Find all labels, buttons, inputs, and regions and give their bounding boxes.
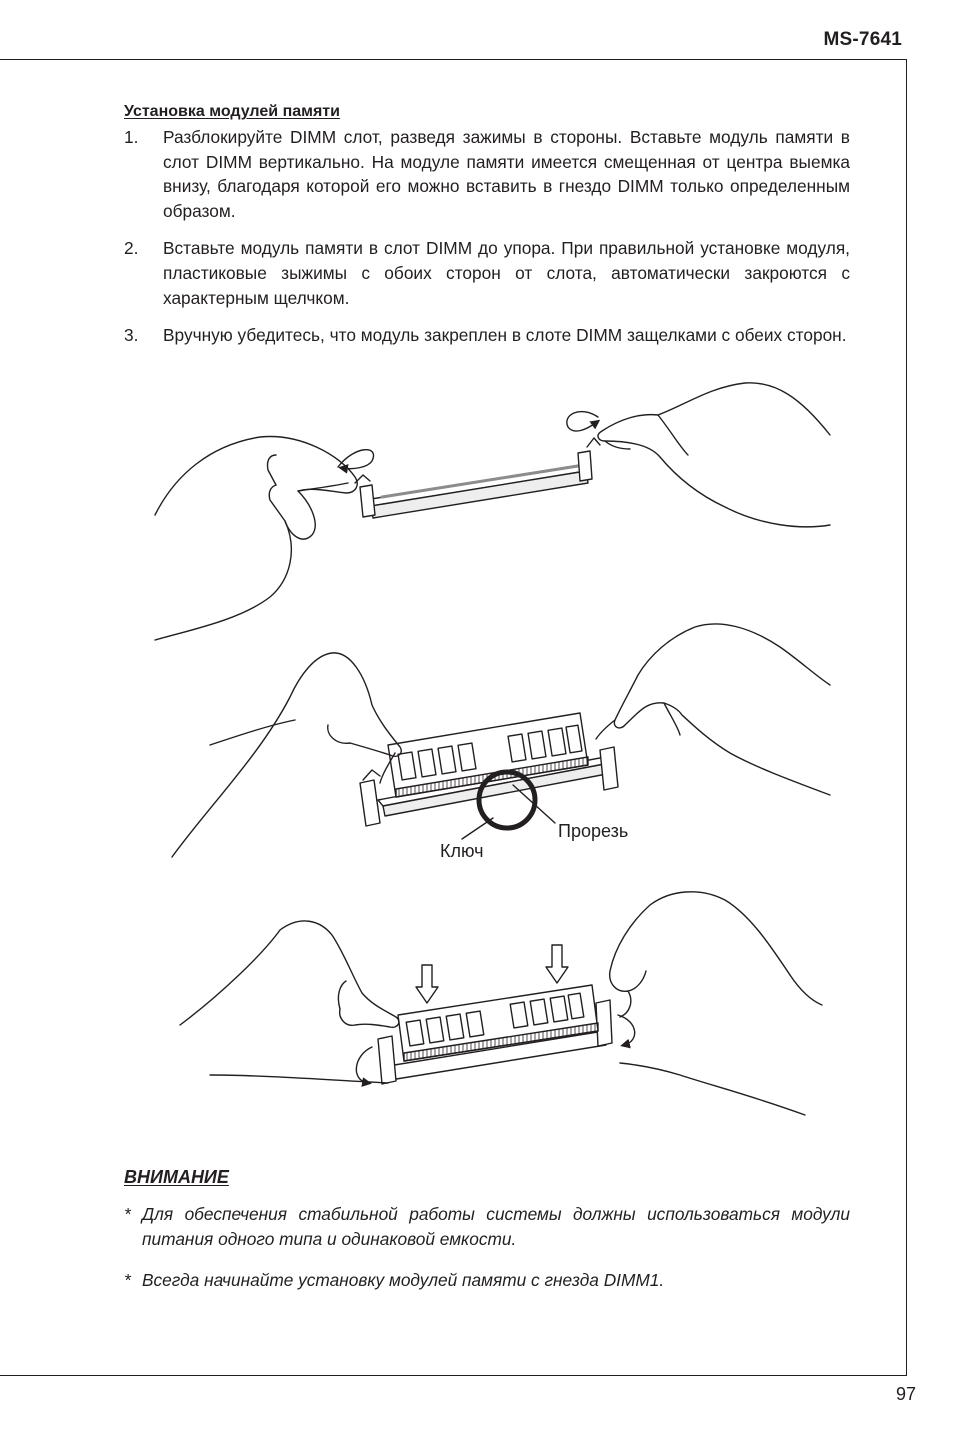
note-marker: * bbox=[124, 1270, 131, 1290]
step-item bbox=[124, 125, 850, 223]
rotate-arrow-right-icon bbox=[567, 412, 598, 431]
latch-close-arrow-right-icon bbox=[618, 1015, 635, 1045]
note-text: Для обеспечения стабильной работы системы должны использоваться модули питания одного типа и одинаковой емкости. bbox=[142, 1204, 850, 1249]
scene-open-latches bbox=[155, 383, 830, 640]
step-text: Вручную убедитесь, что модуль закреплен в слоте DIMM защелками с обеих сторон. bbox=[163, 325, 847, 346]
warning-note bbox=[124, 1268, 850, 1293]
push-down-arrow-left-icon bbox=[416, 965, 438, 1003]
warning-title: ВНИМАНИЕ bbox=[124, 1167, 229, 1187]
rotate-arrow-left-icon bbox=[338, 450, 374, 469]
installation-steps bbox=[124, 125, 850, 348]
margin-rule bbox=[906, 59, 907, 1375]
footer-rule bbox=[0, 1375, 907, 1376]
right-hand-open bbox=[598, 383, 830, 527]
scene-align-module bbox=[172, 624, 830, 857]
note-text: Всегда начинайте установку модулей памяти с гнезда DIMM1. bbox=[142, 1270, 665, 1290]
push-down-arrow-right-icon bbox=[546, 945, 568, 983]
note-marker: * bbox=[124, 1204, 131, 1224]
step-text: Вставьте модуль памяти в слот DIMM до упора. При правильной установке модуля, пластиковые зыжимы с обоих сторон от слота, автоматически закроются с характерным щелчком. bbox=[163, 238, 850, 308]
step-text: Разблокируйте DIMM слот, разведя зажимы в стороны. Вставьте модуль памяти в слот DIMM вертикально. На модуле памяти имеется смещенная от центра выемка внизу, благодаря которой его можно вставить в гнездо DIMM только определенным образом. bbox=[163, 127, 850, 221]
step-number: 2. bbox=[124, 238, 139, 259]
scene-press-module bbox=[180, 892, 822, 1115]
step-item bbox=[124, 323, 850, 348]
right-hand-align bbox=[596, 624, 830, 795]
section-title: Установка модулей памяти bbox=[124, 103, 340, 120]
warning-note bbox=[124, 1202, 850, 1251]
step-number: 1. bbox=[124, 127, 139, 147]
left-hand-press bbox=[180, 921, 399, 1083]
left-hand-open bbox=[155, 437, 357, 640]
step-item bbox=[124, 236, 850, 310]
dimm-slot-empty bbox=[355, 438, 600, 518]
memory-installation-illustration bbox=[150, 375, 840, 1135]
model-number: MS-7641 bbox=[823, 29, 902, 50]
step-number: 3. bbox=[124, 325, 139, 346]
right-hand-press bbox=[610, 892, 822, 1115]
key-leader-line bbox=[462, 818, 493, 839]
page-number: 97 bbox=[895, 1384, 916, 1404]
figure-label-key: Ключ bbox=[440, 841, 484, 861]
figure-label-notch: Прорезь bbox=[558, 821, 629, 841]
latch-close-arrow-left-icon bbox=[356, 1047, 372, 1083]
header-rule bbox=[0, 59, 906, 60]
